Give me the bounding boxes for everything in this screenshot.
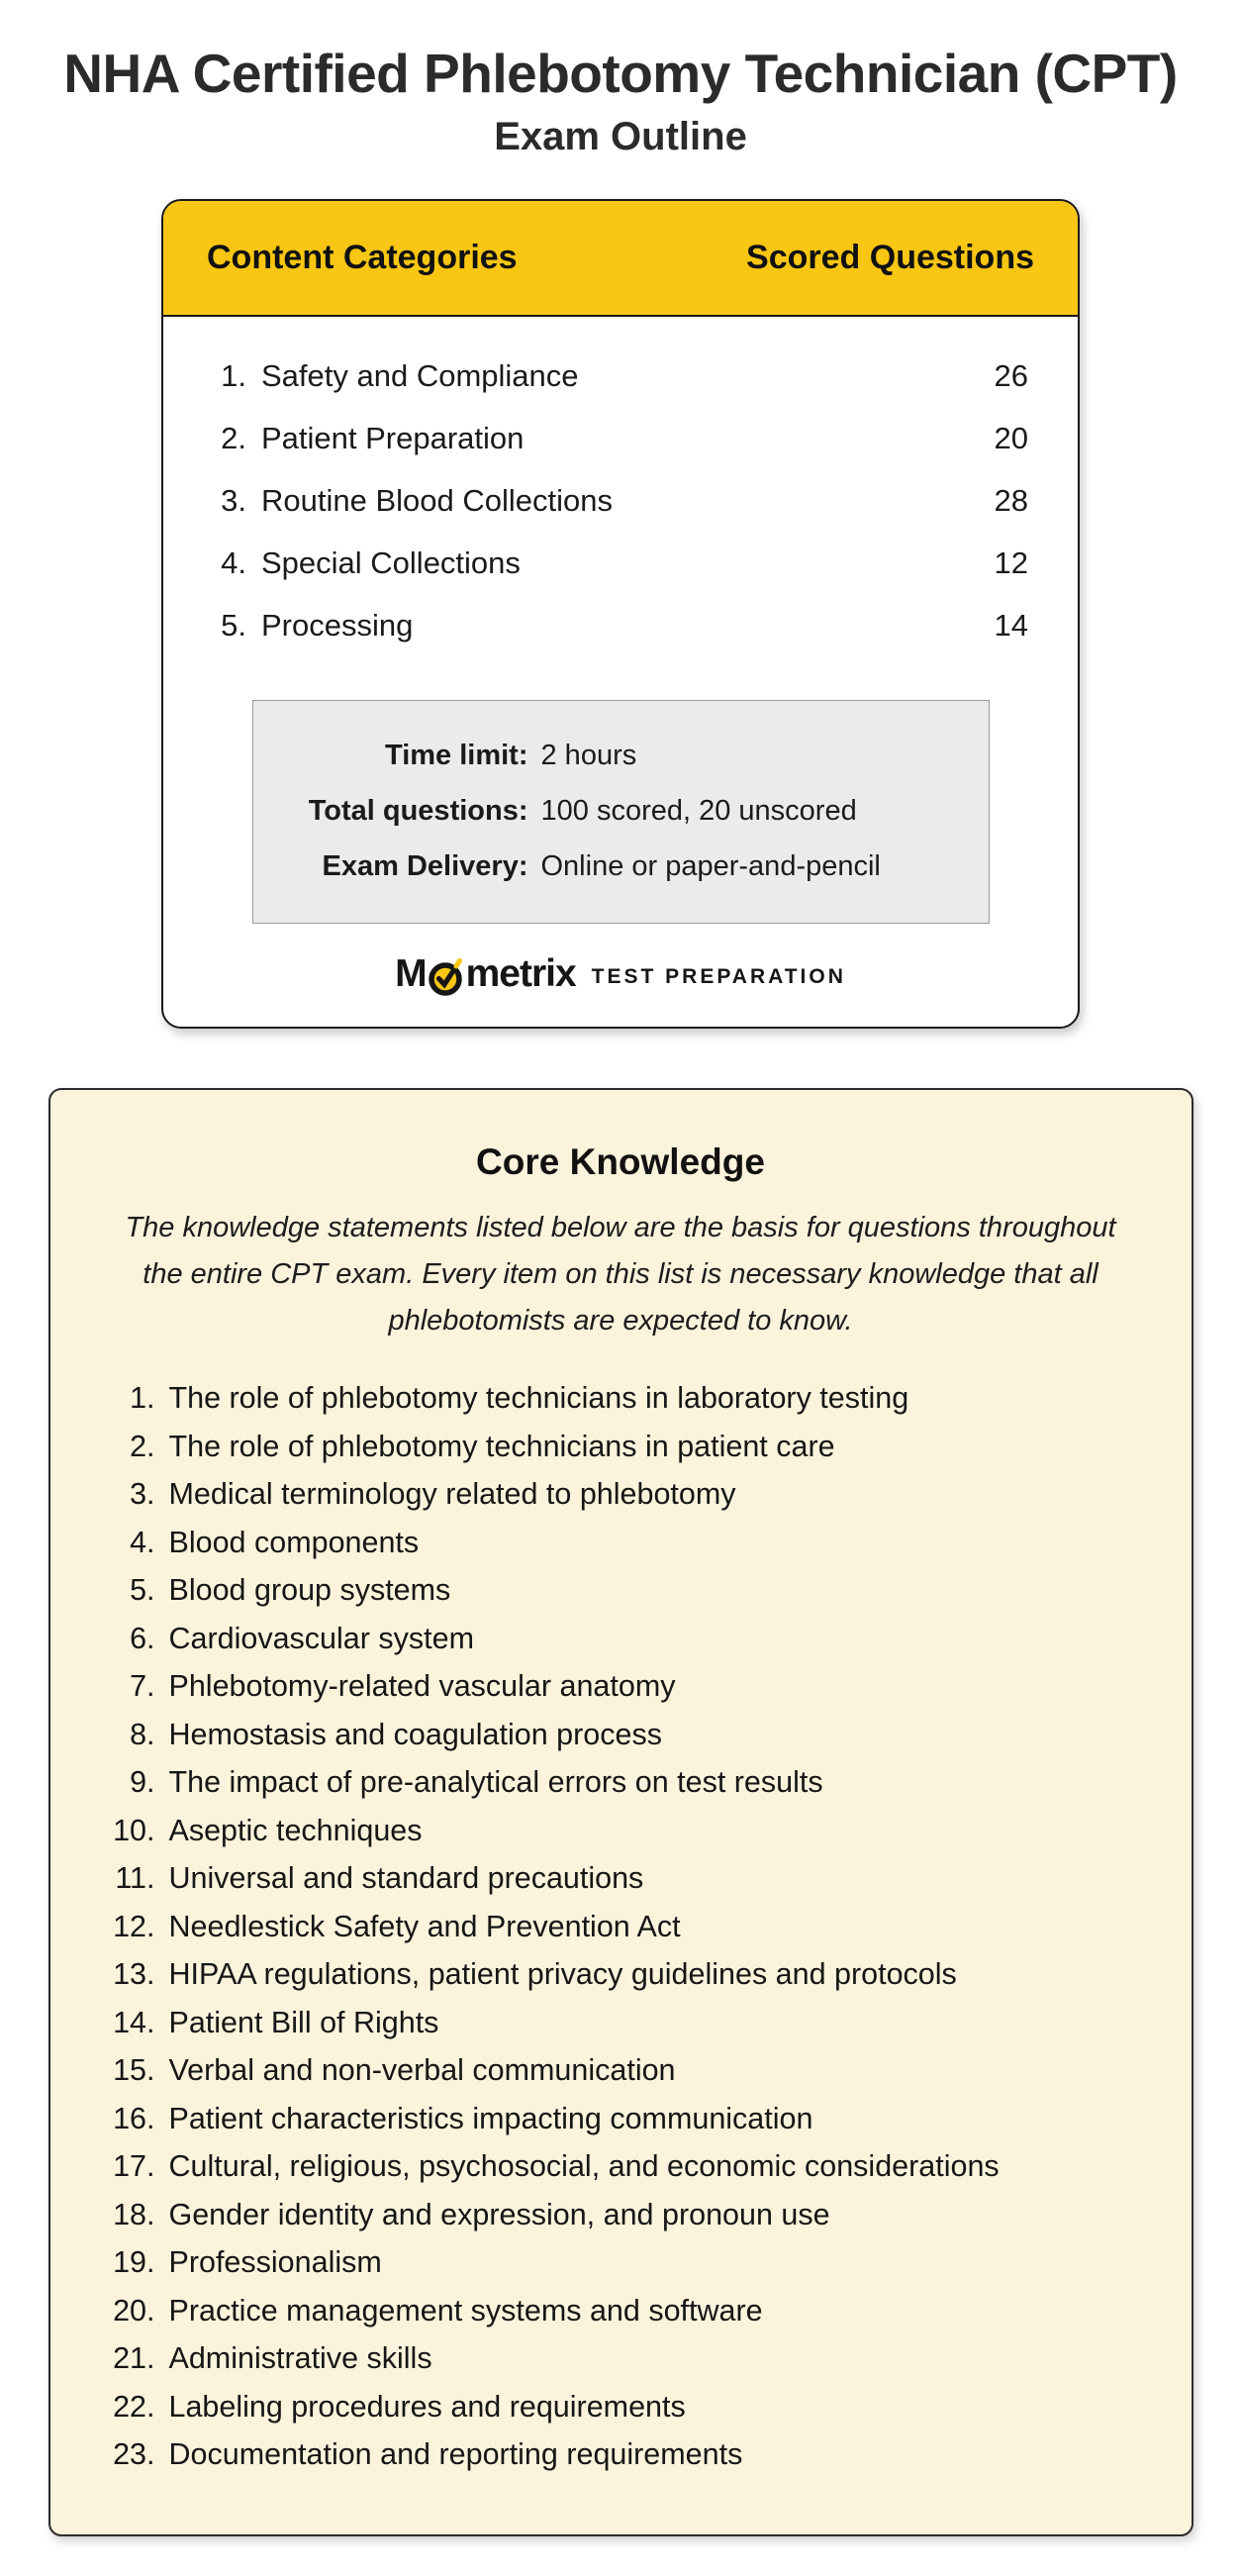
list-item-text: Phlebotomy-related vascular anatomy xyxy=(168,1669,676,1703)
list-item xyxy=(50,2383,1192,2431)
list-item xyxy=(50,2334,1192,2383)
exam-outline-card xyxy=(161,199,1080,1029)
info-label: Total questions: xyxy=(308,795,528,827)
table-row xyxy=(209,421,1028,483)
list-item-number: 8. xyxy=(130,1717,155,1751)
list-item xyxy=(50,1854,1192,1903)
list-item-number: 17. xyxy=(113,2149,155,2183)
list-item xyxy=(50,1615,1192,1663)
list-item xyxy=(50,2095,1192,2143)
list-item-text: Universal and standard precautions xyxy=(168,1861,644,1895)
list-item-number: 7. xyxy=(130,1669,155,1703)
row-number: 5. xyxy=(221,608,246,643)
core-knowledge-title: Core Knowledge xyxy=(476,1141,765,1182)
list-item xyxy=(50,1566,1192,1615)
list-item-text: Practice management systems and software xyxy=(168,2293,763,2328)
page-subtitle: Exam Outline xyxy=(494,115,747,158)
list-item-number: 11. xyxy=(115,1861,155,1895)
table-row xyxy=(209,545,1028,608)
list-item-number: 1. xyxy=(130,1381,155,1415)
row-category-label: Patient Preparation xyxy=(261,421,525,455)
list-item-number: 21. xyxy=(113,2341,155,2375)
list-item-text: Needlestick Safety and Prevention Act xyxy=(168,1909,681,1943)
table-row xyxy=(209,483,1028,545)
list-item-number: 23. xyxy=(113,2437,155,2471)
logo-letter-m: M xyxy=(395,952,427,995)
list-item xyxy=(50,2191,1192,2239)
list-item-number: 14. xyxy=(113,2005,155,2039)
info-row xyxy=(253,728,989,783)
list-item-number: 6. xyxy=(130,1621,155,1655)
list-item-number: 13. xyxy=(113,1957,155,1991)
core-knowledge-intro: The knowledge statements listed below are the basis for questions throughout the entire CPT exam. Every item on this list is necessary knowledge that all phlebotomists are expected to know. xyxy=(125,1212,1116,1337)
list-item-text: Labeling procedures and requirements xyxy=(168,2389,686,2424)
list-item xyxy=(50,1374,1192,1423)
exam-table-header xyxy=(163,201,1078,317)
logo-tagline: TEST PREPARATION xyxy=(591,965,846,988)
list-item xyxy=(50,2046,1192,2095)
list-item xyxy=(50,2142,1192,2191)
list-item-text: Cardiovascular system xyxy=(168,1621,474,1655)
list-item-number: 18. xyxy=(113,2197,155,2231)
list-item-text: Documentation and reporting requirements xyxy=(168,2437,743,2471)
list-item-text: Administrative skills xyxy=(168,2341,432,2375)
list-item-number: 10. xyxy=(113,1813,155,1847)
list-item-text: Verbal and non-verbal communication xyxy=(168,2053,676,2087)
row-category-label: Processing xyxy=(261,608,414,643)
row-scored-value: 28 xyxy=(994,483,1028,518)
mometrix-logo xyxy=(163,951,1078,997)
info-row xyxy=(253,783,989,839)
row-category-label: Routine Blood Collections xyxy=(261,483,613,518)
list-item xyxy=(50,1807,1192,1855)
page-title: NHA Certified Phlebotomy Technician (CPT) xyxy=(63,43,1178,104)
row-number: 1. xyxy=(221,358,246,393)
list-item-text: Professionalism xyxy=(168,2245,382,2279)
core-knowledge-panel xyxy=(48,1088,1193,2536)
list-item-number: 4. xyxy=(130,1525,155,1559)
list-item xyxy=(50,1519,1192,1567)
info-value: Online or paper-and-pencil xyxy=(540,850,881,882)
row-category-label: Special Collections xyxy=(261,545,521,580)
exam-info-box xyxy=(252,700,990,924)
list-item xyxy=(50,1758,1192,1807)
list-item-number: 22. xyxy=(113,2389,155,2424)
mometrix-wordmark xyxy=(395,951,576,997)
list-item xyxy=(50,1711,1192,1759)
table-row xyxy=(209,608,1028,670)
list-item-text: The role of phlebotomy technicians in laboratory testing xyxy=(168,1381,909,1415)
list-item-text: Blood components xyxy=(168,1525,420,1559)
list-item-number: 19. xyxy=(113,2245,155,2279)
list-item-text: Patient Bill of Rights xyxy=(168,2005,439,2039)
list-item xyxy=(50,1423,1192,1471)
info-label: Time limit: xyxy=(385,740,528,771)
core-knowledge-list xyxy=(50,1374,1192,2479)
list-item-number: 15. xyxy=(113,2053,155,2087)
logo-letters-metrix: metrix xyxy=(465,952,576,995)
list-item-number: 20. xyxy=(113,2293,155,2328)
row-scored-value: 26 xyxy=(994,358,1028,393)
list-item-number: 5. xyxy=(130,1573,155,1607)
list-item-number: 3. xyxy=(130,1477,155,1511)
list-item-text: Aseptic techniques xyxy=(168,1813,423,1847)
list-item-text: The role of phlebotomy technicians in patient care xyxy=(168,1429,835,1463)
list-item-text: The impact of pre-analytical errors on test results xyxy=(168,1765,823,1799)
list-item-text: Gender identity and expression, and pronoun use xyxy=(168,2197,830,2231)
row-number: 2. xyxy=(221,421,246,455)
list-item xyxy=(50,2238,1192,2287)
row-number: 4. xyxy=(221,545,246,580)
list-item-text: Cultural, religious, psychosocial, and economic considerations xyxy=(168,2149,1000,2183)
row-scored-value: 12 xyxy=(994,545,1028,580)
list-item xyxy=(50,2430,1192,2479)
row-scored-value: 20 xyxy=(994,421,1028,455)
column-header-scored-questions: Scored Questions xyxy=(746,239,1034,276)
list-item-number: 12. xyxy=(113,1909,155,1943)
row-number: 3. xyxy=(221,483,246,518)
list-item xyxy=(50,2287,1192,2335)
row-scored-value: 14 xyxy=(994,608,1028,643)
info-label: Exam Delivery: xyxy=(322,850,528,882)
list-item-number: 16. xyxy=(113,2101,155,2135)
list-item xyxy=(50,1470,1192,1519)
exam-table-body xyxy=(163,317,1078,670)
list-item-number: 9. xyxy=(130,1765,155,1799)
list-item xyxy=(50,1903,1192,1951)
info-row xyxy=(253,839,989,894)
list-item xyxy=(50,1662,1192,1711)
row-category-label: Safety and Compliance xyxy=(261,358,579,393)
table-row xyxy=(209,358,1028,421)
list-item-text: Hemostasis and coagulation process xyxy=(168,1717,662,1751)
list-item-text: Blood group systems xyxy=(168,1573,451,1607)
list-item xyxy=(50,1999,1192,2047)
info-value: 100 scored, 20 unscored xyxy=(540,795,857,827)
list-item-text: HIPAA regulations, patient privacy guidelines and protocols xyxy=(168,1957,957,1991)
info-value: 2 hours xyxy=(540,740,637,771)
list-item-text: Medical terminology related to phlebotomy xyxy=(168,1477,736,1511)
column-header-content-categories: Content Categories xyxy=(207,239,518,276)
list-item-text: Patient characteristics impacting communication xyxy=(168,2101,813,2135)
list-item-number: 2. xyxy=(130,1429,155,1463)
checkmark-circle-icon xyxy=(428,955,465,997)
list-item xyxy=(50,1950,1192,1999)
